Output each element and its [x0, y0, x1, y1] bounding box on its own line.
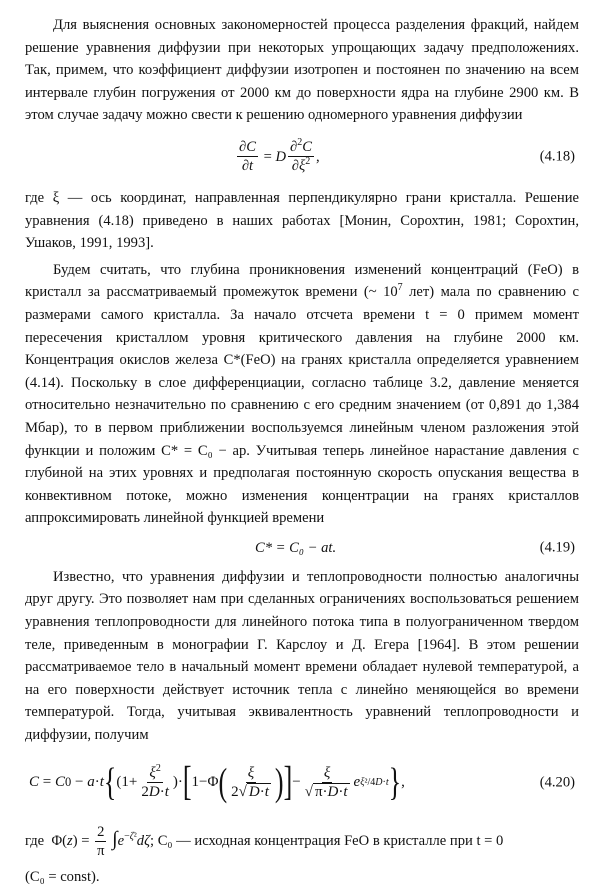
paragraph-6: (C₀ = const). — [25, 868, 100, 885]
equation-4-19: C* = C₀ − at. (4.19) — [25, 530, 579, 566]
paragraph-3: Будем считать, что глубина проникновения изменений концентраций (FeO) в кристалл за рассматриваемый промежуток времени (~ $10^7$ лет) мала по сравнению с размерами самого кристалла. За начало отсчета времени t = 0 примем момент пересечения кристаллом уровня критического давления на глубине 2000 км. Концентрация окислов железа C*(FeO) на гранях кристалла определяется уравнением (4.14). Поскольку в слое дифференциации, согласно таблице 3.2, давление меняется относительно незначительно по сравнению с его средним значением (от 0,891 до 1,384 Мбар), то в первом приближении воспользуемся линейным членом разложения этой функции и положим C* = C₀ − ap. Учитывая теперь линейное нарастание давления с глубиной на этих уровнях и предполагая постоянную скорость опускания вещества в конвективном потоке, можно изменения концентрации на гранях кристаллов аппроксимировать линейной функцией времени — [25, 261, 579, 527]
equation-number: (4.20) — [539, 774, 575, 791]
equation-number: (4.18) — [539, 148, 575, 165]
equation-4-20: C = C 0 − a · t { (1+ $\frac{\xi^2}{2D\cdot t}$ )· [ 1−Φ ( $\frac{\xi}{2√ D\cdot t}$ ) ] − $\frac{\xi}{√ \pi\cdot D\cdot t}$ e ξ²/4D·t } , (4.20) — [29, 758, 575, 805]
paragraph-1: Для выяснения основных закономерностей процесса разделения фракций, найдем решение уравнения диффузии при некоторых упрощающих задачу предположениях. Так, примем, что коэффициент диффузии изотропен и постоянен по значению на всем интервале глубин погружения от 2000 км до поверхности ядра на глубине 2900 км. В этом случае задачу можно свести к решению одномерного уравнения диффузии — [25, 17, 579, 124]
page — [25, 14, 579, 888]
paragraph-4: Известно, что уравнения диффузии и теплопроводности полностью аналогичны друг другу. Это позволяет нам при сделанных ограничениях воспользоваться решением уравнения теплопроводности для линейного потока типа в полуограниченном твердом теле, приведенным в монографии Г. Карслоу и Д. Егера [1964]. В этом решении рассматриваемое тело в начальный момент времени обладает нулевой температурой, а на его поверхности действует источник тепла с линейно меняющейся во времени температурой. Тогда, учитывая эквивалентность уравнений теплопроводности и диффузии, получим — [25, 568, 579, 744]
paragraph-2: где ξ — ось координат, направленная перпендикулярно грани кристалла. Решение уравнения (4.18) приведено в наших работах [Монин, Сорохтин, 1981; Сорохтин, Ушаков, 1991, 1993]. — [25, 189, 579, 252]
paragraph-5: где Φ(z) = $\frac{2}{\pi}$ $\int e^{-\zeta^2}d\zeta$; C₀ — исходная концентрация FeO в кристалле при t = 0 — [25, 823, 504, 859]
equation-4-18: $\frac{\partial C}{\partial t}$ = D $\frac{\partial^2C}{\partial\xi^2}$ , (4.18) — [239, 137, 575, 175]
equation-number: (4.19) — [539, 539, 575, 556]
